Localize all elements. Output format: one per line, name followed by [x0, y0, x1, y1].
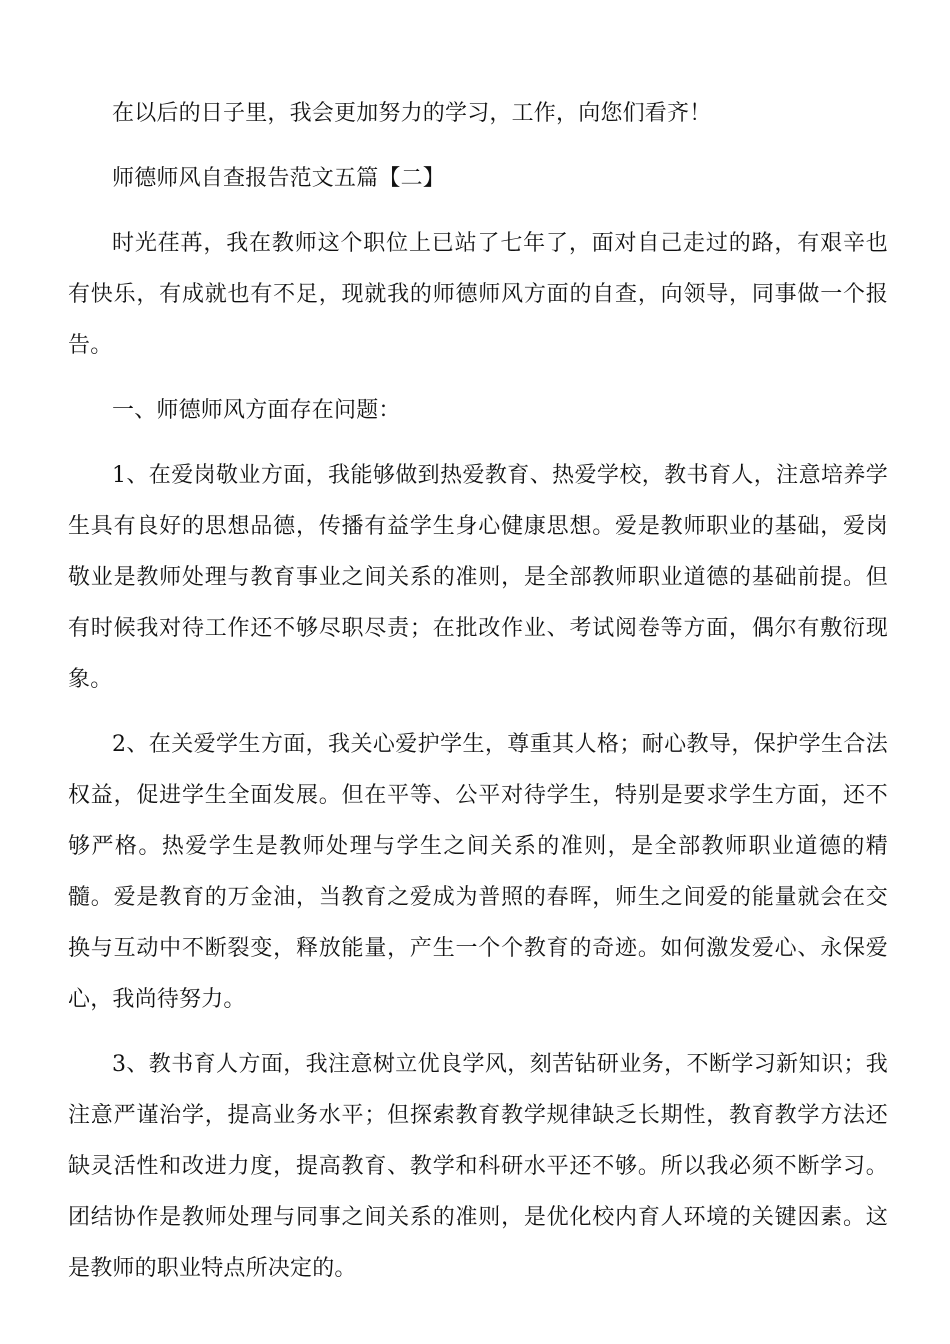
- paragraph-item-2: 2、在关爱学生方面，我关心爱护学生，尊重其人格；耐心教导，保护学生合法权益，促进学生全面发展。但在平等、公平对待学生，特别是要求学生方面，还不够严格。热爱学生是教师处理与学生之间关系的准则，是全部教师职业道德的精髓。爱是教育的万金油，当教育之爱成为普照的春晖，师生之间爱的能量就会在交换与互动中不断裂变，释放能量，产生一个个教育的奇迹。如何激发爱心、永保爱心，我尚待努力。: [68, 732, 888, 1012]
- paragraph-item-1: 1、在爱岗敬业方面，我能够做到热爱教育、热爱学校，教书育人，注意培养学生具有良好的思想品德，传播有益学生身心健康思想。爱是教师职业的基础，爱岗敬业是教师处理与教育事业之间关系的准则，是全部教师职业道德的基础前提。但有时候我对待工作还不够尽职尽责；在批改作业、考试阅卷等方面，偶尔有敷衍现象。: [68, 463, 888, 692]
- document-body: [68, 88, 888, 1294]
- section-heading: 师德师风自查报告范文五篇【二】: [112, 166, 446, 191]
- paragraph-closing: 在以后的日子里，我会更加努力的学习，工作，向您们看齐！: [112, 101, 712, 126]
- paragraph-intro: 时光荏苒，我在教师这个职位上已站了七年了，面对自己走过的路，有艰辛也有快乐，有成就也有不足，现就我的师德师风方面的自查，向领导，同事做一个报告。: [68, 231, 888, 358]
- subheading-problems: 一、师德师风方面存在问题：: [112, 398, 401, 423]
- paragraph-item-3: 3、教书育人方面，我注意树立优良学风，刻苦钻研业务，不断学习新知识；我注意严谨治学，提高业务水平；但探索教育教学规律缺乏长期性，教育教学方法还缺灵活性和改进力度，提高教育、教学和科研水平还不够。所以我必须不断学习。团结协作是教师处理与同事之间关系的准则，是优化校内育人环境的关键因素。这是教师的职业特点所决定的。: [68, 1052, 888, 1281]
